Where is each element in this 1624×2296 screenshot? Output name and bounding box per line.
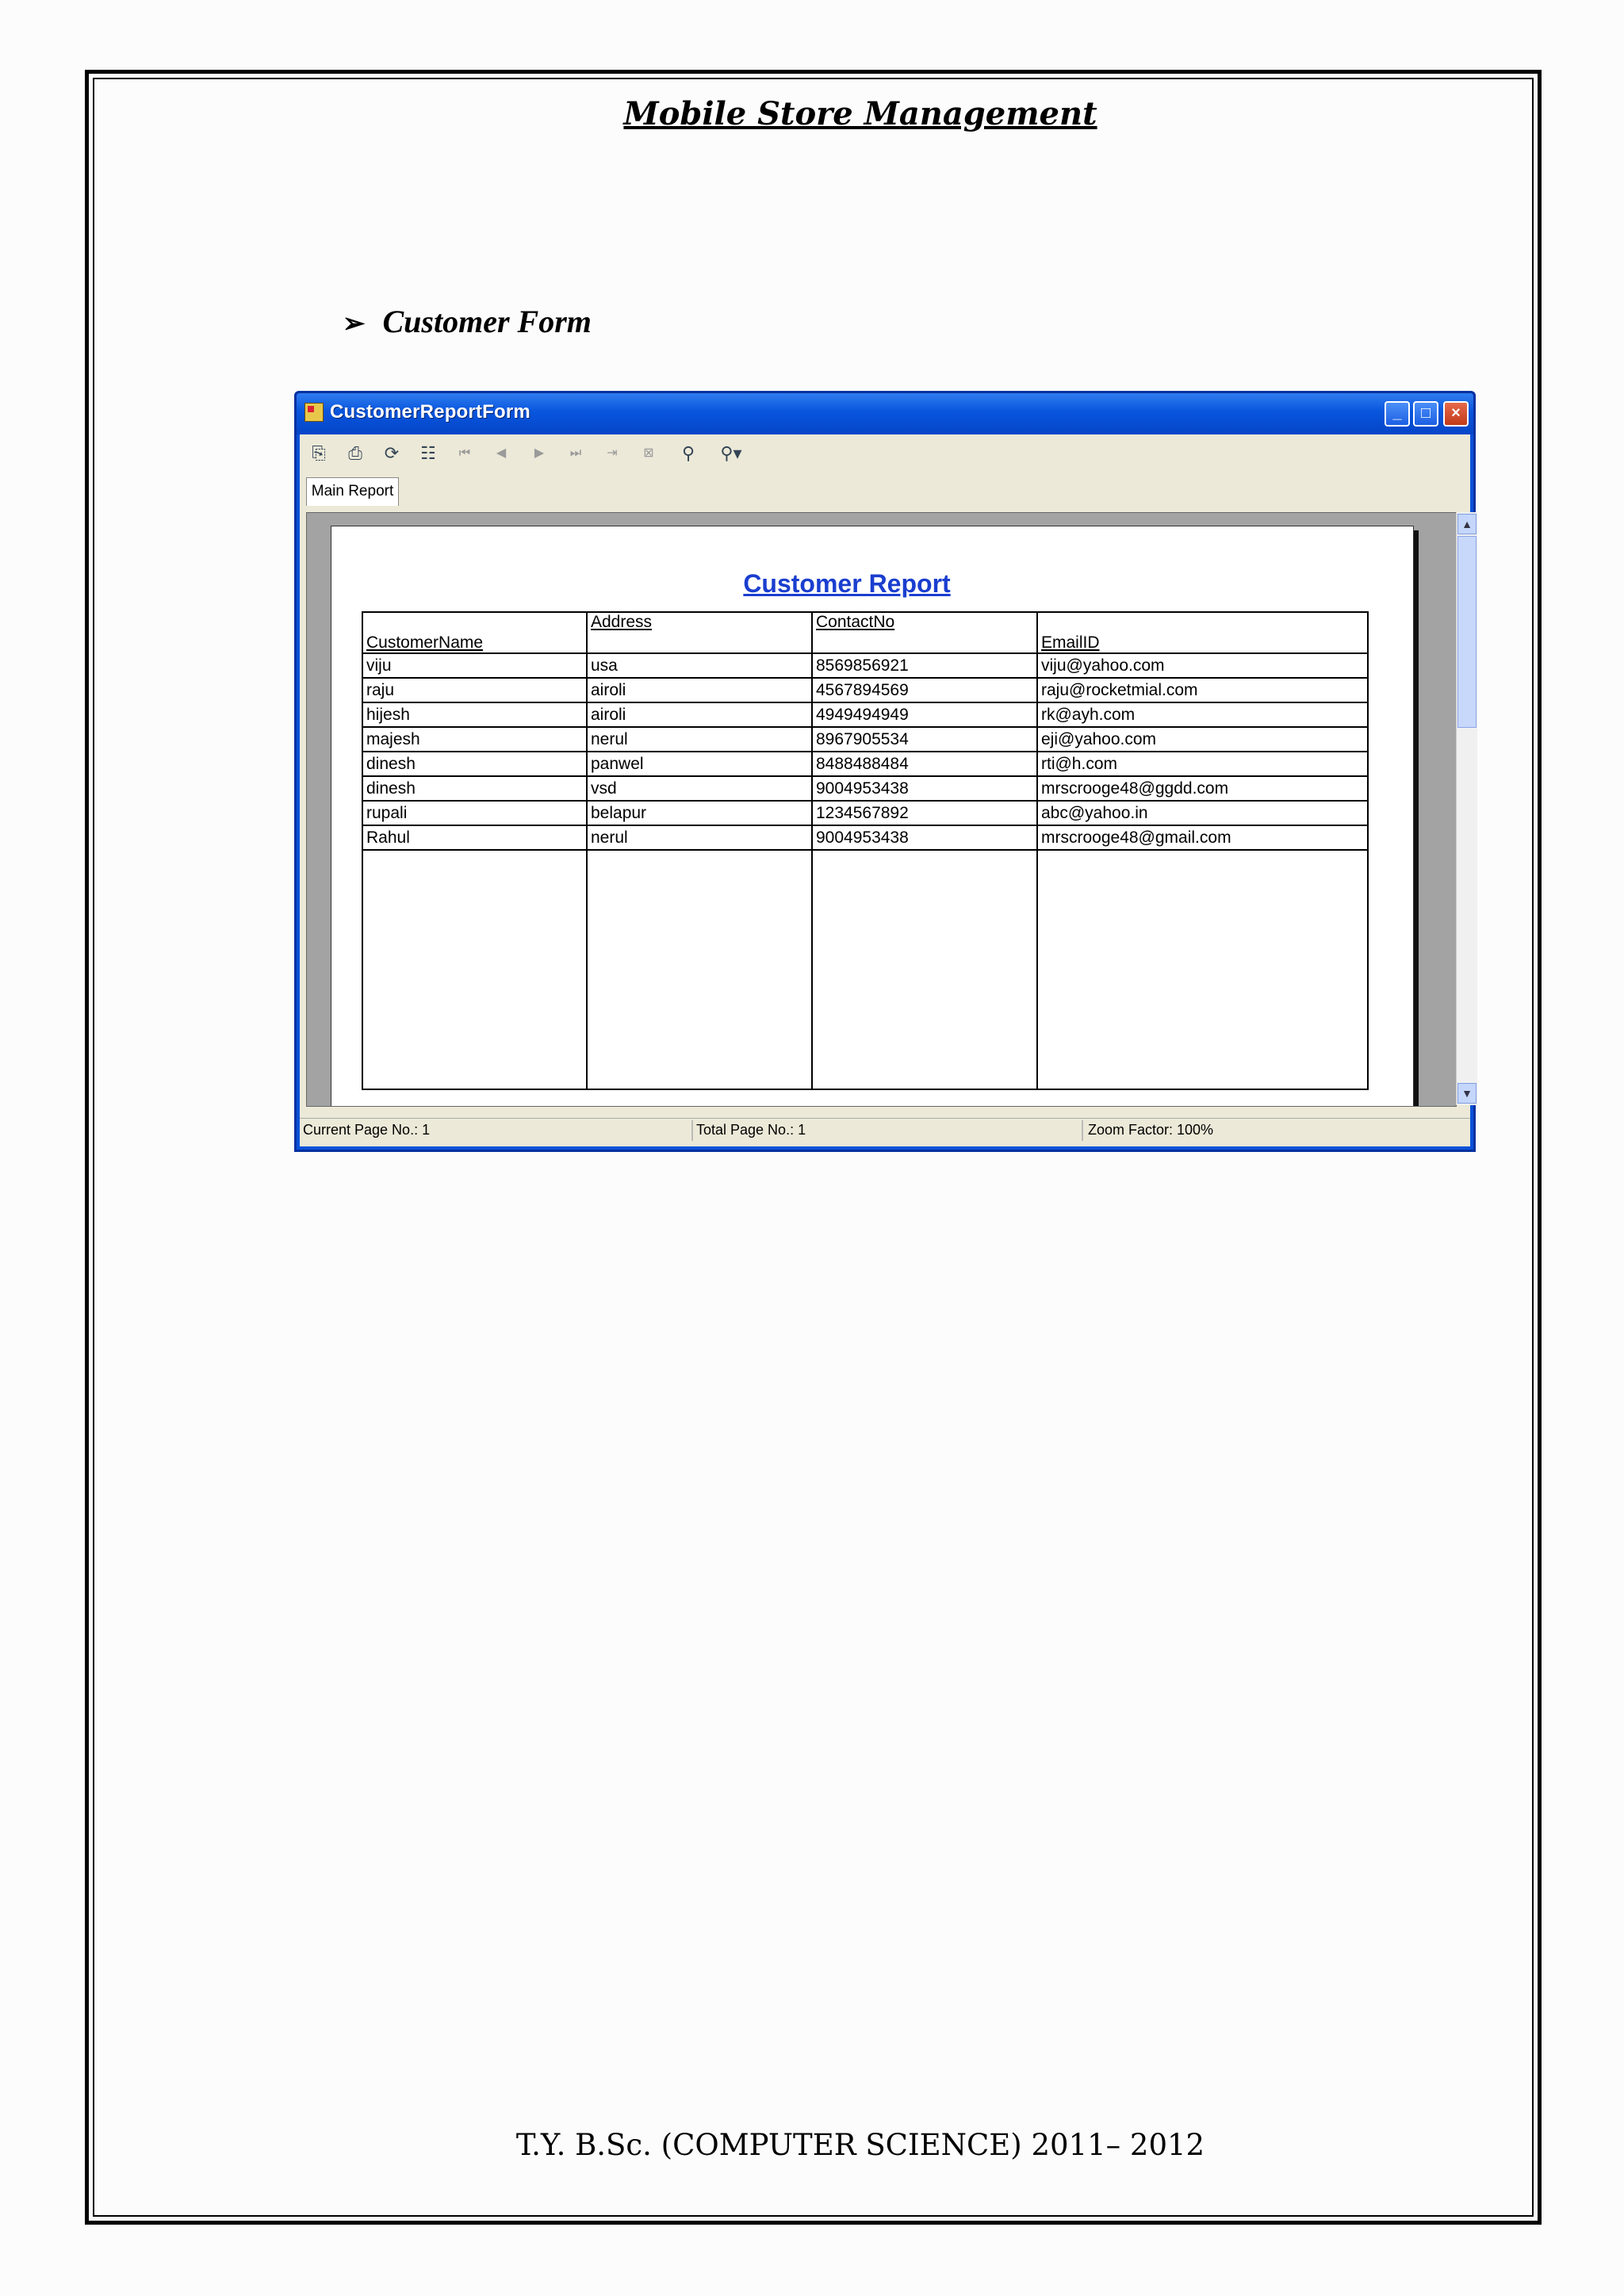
app-icon xyxy=(304,403,324,422)
column-header: EmailID xyxy=(1037,612,1368,653)
total-page-status: Total Page No.: 1 xyxy=(696,1122,806,1138)
status-bar xyxy=(300,1118,1470,1142)
table-cell: mrscrooge48@gmail.com xyxy=(1037,825,1368,850)
table-cell: dinesh xyxy=(362,752,587,776)
stop-icon[interactable]: ⊠ xyxy=(643,446,654,460)
table-cell: majesh xyxy=(362,727,587,752)
last-page-icon[interactable]: ⏭ xyxy=(569,446,582,460)
table-cell: airoli xyxy=(587,702,812,727)
table-cell: panwel xyxy=(587,752,812,776)
table-cell: 8488488484 xyxy=(812,752,1037,776)
table-row xyxy=(362,653,1368,678)
table-cell: 4567894569 xyxy=(812,678,1037,702)
customer-report-window xyxy=(294,391,1476,1152)
arrow-bullet-icon: ➢ xyxy=(343,309,366,339)
table-cell: mrscrooge48@ggdd.com xyxy=(1037,776,1368,801)
table-row xyxy=(362,727,1368,752)
status-separator xyxy=(1082,1120,1083,1141)
section-heading-text: Customer Form xyxy=(382,304,592,339)
table-cell: rk@ayh.com xyxy=(1037,702,1368,727)
export-icon[interactable]: ⎘ xyxy=(312,443,326,463)
table-cell: raju@rocketmial.com xyxy=(1037,678,1368,702)
table-cell: 4949494949 xyxy=(812,702,1037,727)
table-cell: rti@h.com xyxy=(1037,752,1368,776)
zoom-icon[interactable]: ⚲▾ xyxy=(720,443,742,463)
minimize-button[interactable]: _ xyxy=(1385,401,1410,427)
table-cell: viju xyxy=(362,653,587,678)
table-cell: abc@yahoo.in xyxy=(1037,801,1368,825)
table-cell: nerul xyxy=(587,727,812,752)
table-cell: belapur xyxy=(587,801,812,825)
group-tree-icon[interactable]: ☷ xyxy=(420,443,436,463)
empty-table-row xyxy=(362,850,1368,1089)
scroll-up-icon[interactable]: ▲ xyxy=(1457,514,1477,534)
title-bar[interactable] xyxy=(297,393,1473,434)
report-page xyxy=(331,526,1414,1107)
table-cell: airoli xyxy=(587,678,812,702)
report-viewport[interactable] xyxy=(306,512,1457,1107)
scrollbar-thumb[interactable] xyxy=(1457,536,1477,728)
table-row xyxy=(362,702,1368,727)
table-cell: 8967905534 xyxy=(812,727,1037,752)
table-cell: 9004953438 xyxy=(812,776,1037,801)
table-row xyxy=(362,752,1368,776)
customer-table xyxy=(362,611,1369,1090)
search-icon[interactable]: ⚲ xyxy=(681,443,695,463)
table-cell: vsd xyxy=(587,776,812,801)
print-icon[interactable]: ⎙ xyxy=(348,443,362,463)
status-separator xyxy=(691,1120,693,1141)
scroll-down-icon[interactable]: ▼ xyxy=(1457,1083,1477,1104)
table-cell: Rahul xyxy=(362,825,587,850)
table-row xyxy=(362,825,1368,850)
column-header: ContactNo xyxy=(812,612,1037,653)
table-cell: 9004953438 xyxy=(812,825,1037,850)
table-cell: rupali xyxy=(362,801,587,825)
go-to-page-icon[interactable]: ⇥ xyxy=(607,446,618,460)
table-cell: nerul xyxy=(587,825,812,850)
next-page-icon[interactable]: ▶ xyxy=(534,446,545,460)
table-cell: hijesh xyxy=(362,702,587,727)
zoom-factor-status: Zoom Factor: 100% xyxy=(1088,1122,1214,1138)
maximize-button[interactable]: □ xyxy=(1413,401,1438,427)
table-cell: eji@yahoo.com xyxy=(1037,727,1368,752)
window-client-area xyxy=(300,434,1473,1146)
vertical-scrollbar[interactable] xyxy=(1456,512,1477,1105)
close-button[interactable]: × xyxy=(1443,401,1469,427)
column-header: CustomerName xyxy=(362,612,587,653)
first-page-icon[interactable]: ⏮ xyxy=(458,446,471,460)
table-row xyxy=(362,776,1368,801)
page-footer: T.Y. B.Sc. (COMPUTER SCIENCE) 2011– 2012 xyxy=(515,2128,1205,2162)
table-header-row xyxy=(362,612,1368,653)
table-cell: dinesh xyxy=(362,776,587,801)
refresh-icon[interactable]: ⟳ xyxy=(384,443,400,463)
window-title: CustomerReportForm xyxy=(330,401,530,423)
tab-main-report[interactable]: Main Report xyxy=(306,477,399,506)
table-row xyxy=(362,801,1368,825)
column-header: Address xyxy=(587,612,812,653)
table-cell: 1234567892 xyxy=(812,801,1037,825)
table-row xyxy=(362,678,1368,702)
report-title: Customer Report xyxy=(743,569,951,598)
table-cell: 8569856921 xyxy=(812,653,1037,678)
document-title: Mobile Store Management xyxy=(623,95,1097,132)
section-heading xyxy=(343,303,592,340)
table-cell: viju@yahoo.com xyxy=(1037,653,1368,678)
previous-page-icon[interactable]: ◀ xyxy=(496,446,507,460)
table-cell: raju xyxy=(362,678,587,702)
report-toolbar xyxy=(300,434,1470,474)
table-cell: usa xyxy=(587,653,812,678)
current-page-status: Current Page No.: 1 xyxy=(303,1122,431,1138)
